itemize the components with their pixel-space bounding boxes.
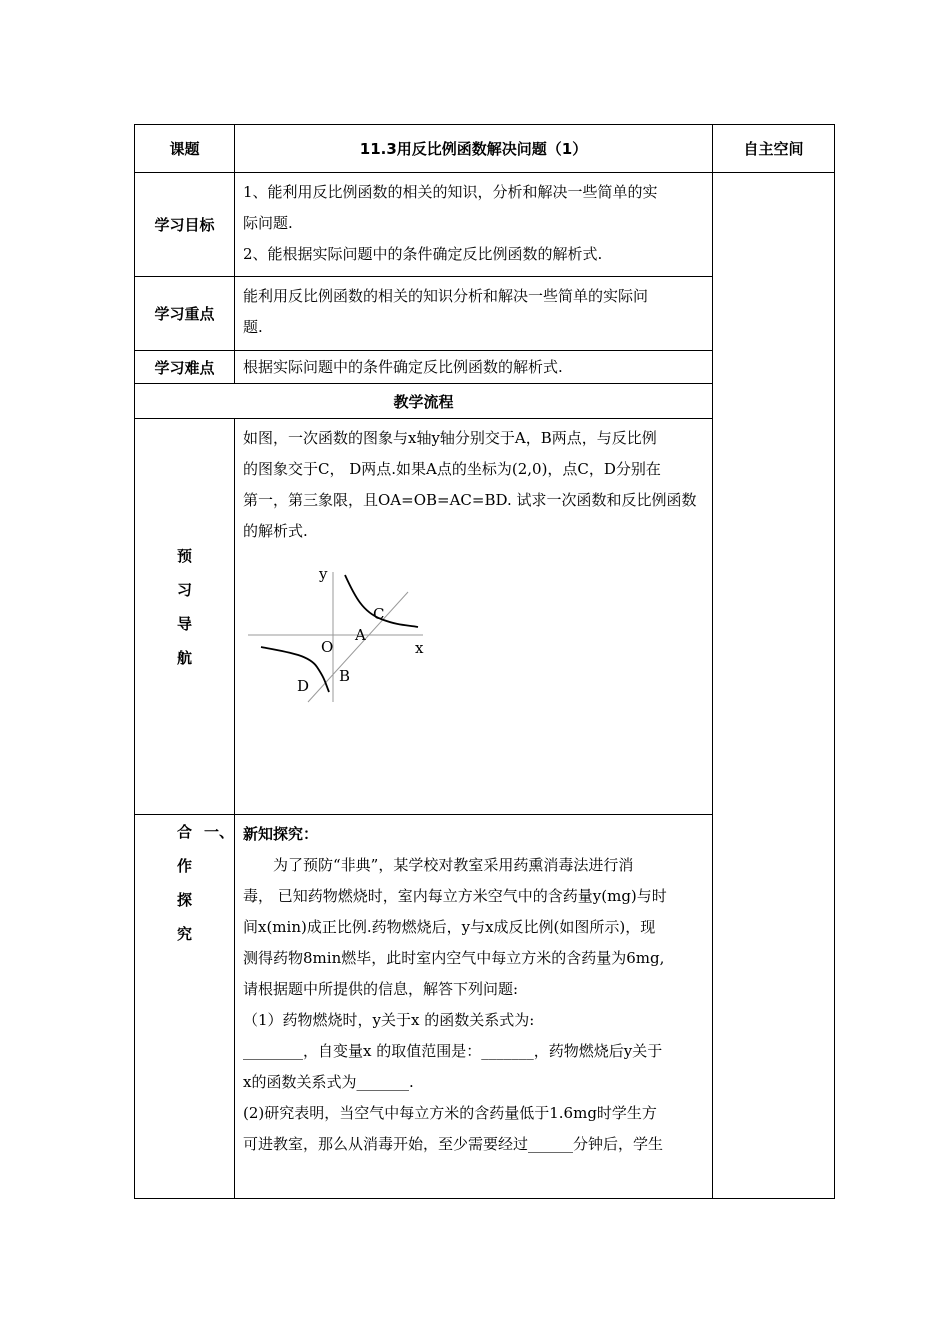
header-row [135,125,835,173]
goals-label: 学习目标 [135,173,235,277]
preview-label-char: 习 [176,581,192,599]
explore-line: (2)研究表明，当空气中每立方米的含药量低于1.6mg时学生方 [243,1104,657,1122]
lesson-title: 11.3用反比例函数解决问题（1） [235,125,713,173]
self-space-column [713,173,835,1199]
preview-line: 的图象交于C， D两点.如果A点的坐标为(2,0)，点C，D分别在 [243,460,661,478]
preview-label-char: 预 [176,547,192,565]
explore-section-number: 一、 [203,823,234,841]
flow-title: 教学流程 [135,384,713,419]
preview-label-char: 导 [176,615,192,633]
explore-line: 测得药物8min燃毕，此时室内空气中每立方米的含药量为6mg, [243,949,665,967]
explore-label [135,815,235,1199]
explore-line: 毒， 已知药物燃烧时，室内每立方米空气中的含药量y(mg)与时 [243,887,667,905]
focus-line: 题. [243,318,263,336]
header-self-space-label: 自主空间 [713,125,835,173]
goals-line: 2、能根据实际问题中的条件确定反比例函数的解析式. [243,245,603,263]
point-d-label: D [297,677,310,695]
preview-line: 如图，一次函数的图象与x轴y轴分别交于A，B两点，与反比例 [243,429,657,447]
explore-line: （1）药物燃烧时，y关于x 的函数关系式为: [243,1011,535,1029]
point-a-label: A [355,626,366,644]
preview-content [235,419,713,815]
explore-content [235,815,713,1199]
goals-content [235,173,713,277]
explore-label-char: 究 [176,925,192,943]
focus-line: 能利用反比例函数的相关的知识分析和解决一些简单的实际问 [243,287,649,305]
lesson-plan-table [134,124,835,1199]
explore-line: 可进教室，那么从消毒开始，至少需要经过______分钟后，学生 [243,1135,664,1153]
preview-label [135,419,235,815]
explore-line: 请根据题中所提供的信息，解答下列问题: [243,980,519,998]
origin-label: O [321,638,334,656]
header-topic-label: 课题 [135,125,235,173]
explore-line: 间x(min)成正比例.药物燃烧后，y与x成反比例(如图所示)，现 [243,918,656,936]
x-axis-label: x [415,639,424,657]
explore-line: x的函数关系式为_______. [243,1073,414,1091]
focus-label: 学习重点 [135,277,235,351]
explore-label-char: 探 [176,891,192,909]
difficulty-label: 学习难点 [135,351,235,384]
preview-line: 的解析式. [243,522,308,540]
explore-label-char: 合 [176,823,192,841]
goals-line: 1、能利用反比例函数的相关的知识，分析和解决一些简单的实 [243,183,658,201]
explore-line: 为了预防“非典”，某学校对教室采用药熏消毒法进行消 [273,856,634,874]
explore-line: ________，自变量x 的取值范围是：_______，药物燃烧后y关于 [243,1042,663,1060]
goals-line: 际问题. [243,214,293,232]
preview-line: 第一，第三象限，且OA=OB=AC=BD. 试求一次函数和反比例函数 [243,491,697,509]
point-c-label: C [373,605,385,623]
goals-row [135,173,835,277]
explore-heading: 新知探究： [243,825,319,843]
preview-label-char: 航 [176,649,192,667]
focus-content [235,277,713,351]
hyperbola-graph [243,557,443,707]
difficulty-content: 根据实际问题中的条件确定反比例函数的解析式. [235,351,713,384]
y-axis-label: y [319,565,328,583]
point-b-label: B [339,667,351,685]
explore-label-char: 作 [176,857,192,875]
hyperbola-branch-third-quadrant [261,647,329,692]
